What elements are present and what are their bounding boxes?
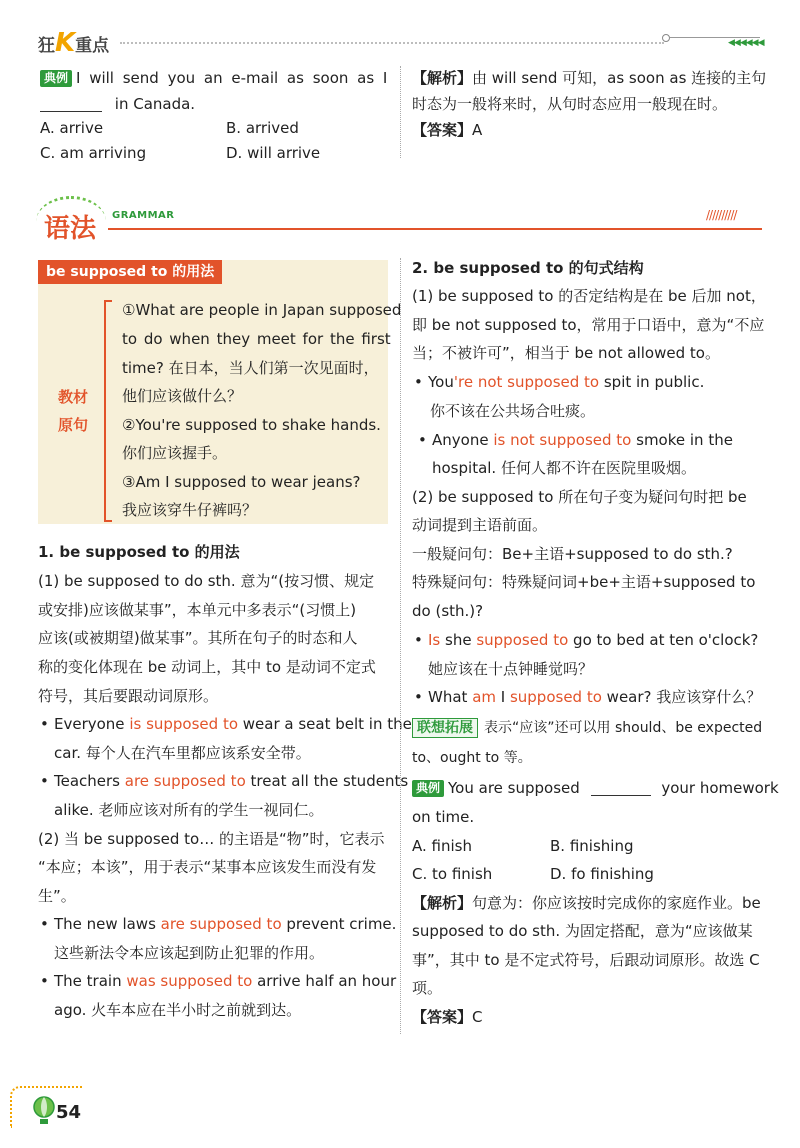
right-ex1-highlight: 're not supposed to	[453, 373, 600, 391]
left-example-4-cont: ago. 火车本应在半小时之前就到达。	[54, 1001, 302, 1019]
top-analysis-2: 时态为一般将来时，从句时态应用一般现在时。	[412, 95, 728, 113]
right-example-question-1	[412, 778, 779, 798]
column-divider	[400, 258, 401, 1034]
top-example-q-part1: I will send you an e-mail as soon as I	[76, 69, 388, 87]
textbook-side-label-1: 教材	[58, 388, 89, 406]
left-p2-line-2: “本应；本该”，用于表示“某事本应该发生而没有发	[38, 858, 377, 876]
right-option-b: B. finishing	[550, 837, 634, 855]
right-special-question-1: 特殊疑问句：特殊疑问词+be+主语+supposed to	[412, 573, 756, 591]
analysis-text-1: 由 will send 可知，as soon as 连接的主句	[472, 69, 767, 87]
right-p2-line-1: (2) be supposed to 所在句子变为疑问句时把 be	[412, 488, 747, 506]
textbook-line-5: ②You're supposed to shake hands.	[122, 416, 381, 434]
right-general-question: 一般疑问句：Be+主语+supposed to do sth.?	[412, 545, 733, 563]
right-ex3-a: she	[440, 631, 477, 649]
extend-text-1: 表示“应该”还可以用 should、be expected	[484, 720, 763, 736]
right-p1-line-2: 即 be not supposed to，常用于口语中，意为“不应	[412, 316, 765, 334]
bullet-icon: •	[40, 772, 49, 790]
left-ex4-b: arrive half an hour	[252, 972, 397, 990]
textbook-line-2: to do when they meet for the first	[122, 330, 391, 348]
right-ex3-b: go to bed at ten o'clock?	[568, 631, 759, 649]
top-example-question-2	[40, 94, 195, 114]
section-rule	[108, 228, 762, 230]
left-p1-line-2: 或安排)应该做某事”，本单元中多表示“(习惯上)	[38, 601, 357, 619]
right-heading: 2. be supposed to 的句式结构	[412, 259, 644, 277]
logo-pre: 狂	[38, 36, 55, 56]
right-p1-line-3: 当；不被许可”，相当于 be not allowed to。	[412, 344, 720, 362]
header-circle-icon	[662, 34, 670, 42]
right-ex4-highlight-2: supposed to	[509, 688, 602, 706]
textbook-line-4: 他们应该做什么？	[122, 387, 243, 405]
top-example-question-1	[40, 68, 388, 88]
top-option-a: A. arrive	[40, 119, 104, 137]
textbook-box-header: be supposed to 的用法	[38, 260, 222, 284]
right-ex4-highlight-1: am	[472, 688, 496, 706]
right-analysis-2: supposed to do sth. 为固定搭配，意为“应该做某	[412, 922, 753, 940]
top-answer	[412, 120, 482, 140]
textbook-line-8: 我应该穿牛仔裤吗？	[122, 501, 258, 519]
example-q1-b: your homework	[661, 779, 779, 797]
analysis-label: 【解析】	[412, 894, 473, 912]
right-option-a: A. finish	[412, 837, 472, 855]
left-heading: 1. be supposed to 的用法	[38, 543, 240, 561]
right-ex4-a: What	[428, 688, 473, 706]
right-ex1-a: You	[428, 373, 454, 391]
example-q1-a: You are supposed	[448, 779, 580, 797]
bullet-icon: •	[40, 972, 49, 990]
left-p1-line-5: 符号，其后要跟动词原形。	[38, 687, 219, 705]
section-subtitle: GRAMMAR	[112, 210, 175, 221]
left-p2-line-1: (2) 当 be supposed to… 的主语是“物”时，它表示	[38, 830, 385, 848]
textbook-line-3: time? 在日本，当人们第一次见面时，	[122, 359, 379, 377]
right-option-c: C. to finish	[412, 865, 493, 883]
right-ex4-c: wear? 我应该穿什么？	[601, 688, 762, 706]
header-arrows-icon: ◀◀◀◀◀◀	[728, 38, 764, 48]
extend-tag: 联想拓展	[412, 718, 478, 738]
right-example-1-cont: 你不该在公共场合吐痰。	[430, 402, 596, 420]
right-example-4	[414, 687, 762, 707]
answer-value: A	[472, 121, 483, 139]
left-ex4-a: The train	[54, 972, 127, 990]
right-p2-line-2: 动词提到主语前面。	[412, 516, 548, 534]
left-example-2	[40, 771, 409, 791]
answer-value: C	[472, 1008, 483, 1026]
bullet-icon: •	[40, 915, 49, 933]
right-analysis-1	[412, 893, 761, 913]
textbook-box-bracket	[104, 300, 112, 522]
top-column-divider	[400, 66, 401, 158]
analysis-label: 【解析】	[412, 69, 473, 87]
header-dotted-rule	[120, 42, 664, 44]
right-ex2-a: Anyone	[432, 431, 494, 449]
left-ex2-a: Teachers	[54, 772, 125, 790]
right-example-3	[414, 630, 759, 650]
logo-k: K	[55, 28, 76, 58]
right-ex3-highlight-2: supposed to	[476, 631, 569, 649]
top-analysis-1	[412, 68, 766, 88]
analysis-text-1: 句意为：你应该按时完成你的家庭作业。be	[472, 894, 761, 912]
left-ex3-a: The new laws	[54, 915, 161, 933]
top-option-d: D. will arrive	[226, 144, 321, 162]
answer-blank	[40, 97, 102, 112]
textbook-line-6: 你们应该握手。	[122, 444, 228, 462]
section-title: 语法	[44, 214, 97, 244]
right-analysis-4: 项。	[412, 979, 443, 997]
textbook-side-label-2: 原句	[58, 416, 89, 434]
right-ex3-highlight-1: Is	[428, 631, 441, 649]
left-p1-line-1: (1) be supposed to do sth. 意为“(按习惯、规定	[38, 572, 375, 590]
right-example-2-cont: hospital. 任何人都不许在医院里吸烟。	[432, 459, 696, 477]
left-p2-line-3: 生”。	[38, 887, 76, 905]
answer-blank	[591, 781, 651, 796]
left-ex1-b: wear a seat belt in the	[238, 715, 412, 733]
top-option-c: C. am arriving	[40, 144, 147, 162]
answer-label: 【答案】	[412, 121, 473, 139]
left-p1-line-3: 应该(或被期望)做某事”。其所在句子的时态和人	[38, 629, 358, 647]
textbook-line-7: ③Am I supposed to wear jeans?	[122, 473, 361, 491]
top-option-b: B. arrived	[226, 119, 299, 137]
right-option-d: D. fo finishing	[550, 865, 654, 883]
right-special-question-2: do (sth.)?	[412, 602, 484, 620]
right-ex2-highlight: is not supposed to	[493, 431, 632, 449]
right-analysis-3: 事”，其中 to 是不定式符号，后跟动词原形。故选 C	[412, 951, 760, 969]
right-ex1-b: spit in public.	[599, 373, 705, 391]
left-example-3-cont: 这些新法令本应该起到防止犯罪的作用。	[54, 944, 325, 962]
left-example-3	[40, 914, 397, 934]
bullet-icon: •	[418, 431, 427, 449]
textbook-line-1: ①What are people in Japan supposed	[122, 301, 402, 319]
right-ex4-b: I	[496, 688, 510, 706]
header-logo	[38, 28, 110, 58]
right-example-2	[418, 430, 733, 450]
answer-label: 【答案】	[412, 1008, 473, 1026]
logo-post: 重点	[75, 36, 110, 56]
left-example-4	[40, 971, 397, 991]
right-answer	[412, 1007, 483, 1027]
left-example-2-cont: alike. 老师应该对所有的学生一视同仁。	[54, 801, 324, 819]
left-p1-line-4: 称的变化体现在 be 动词上，其中 to 是动词不定式	[38, 658, 376, 676]
right-example-3-cont: 她应该在十点钟睡觉吗？	[428, 660, 594, 678]
page-number: 54	[56, 1102, 82, 1123]
example-tag: 典例	[412, 780, 444, 797]
example-tag: 典例	[40, 70, 72, 87]
right-p1-line-1: (1) be supposed to 的否定结构是在 be 后加 not，	[412, 287, 766, 305]
bullet-icon: •	[414, 688, 423, 706]
left-example-1-cont: car. 每个人在汽车里都应该系安全带。	[54, 744, 311, 762]
left-ex3-highlight: are supposed to	[160, 915, 282, 933]
bullet-icon: •	[40, 715, 49, 733]
bullet-icon: •	[414, 631, 423, 649]
left-ex2-b: treat all the students	[245, 772, 409, 790]
left-ex3-b: prevent crime.	[281, 915, 397, 933]
balloon-icon	[32, 1096, 56, 1130]
top-example-q-part2: in Canada.	[114, 95, 196, 113]
right-example-1	[414, 372, 705, 392]
left-ex4-highlight: was supposed to	[126, 972, 253, 990]
right-example-question-2: on time.	[412, 808, 475, 826]
right-ex2-b: smoke in the	[631, 431, 733, 449]
section-slashes: //////////	[706, 208, 737, 222]
left-ex1-a: Everyone	[54, 715, 130, 733]
bullet-icon: •	[414, 373, 423, 391]
right-extend-cont: to、ought to 等。	[412, 750, 532, 766]
left-example-1	[40, 714, 412, 734]
left-ex2-highlight: are supposed to	[124, 772, 246, 790]
left-ex1-highlight: is supposed to	[129, 715, 238, 733]
right-extend	[412, 718, 762, 738]
